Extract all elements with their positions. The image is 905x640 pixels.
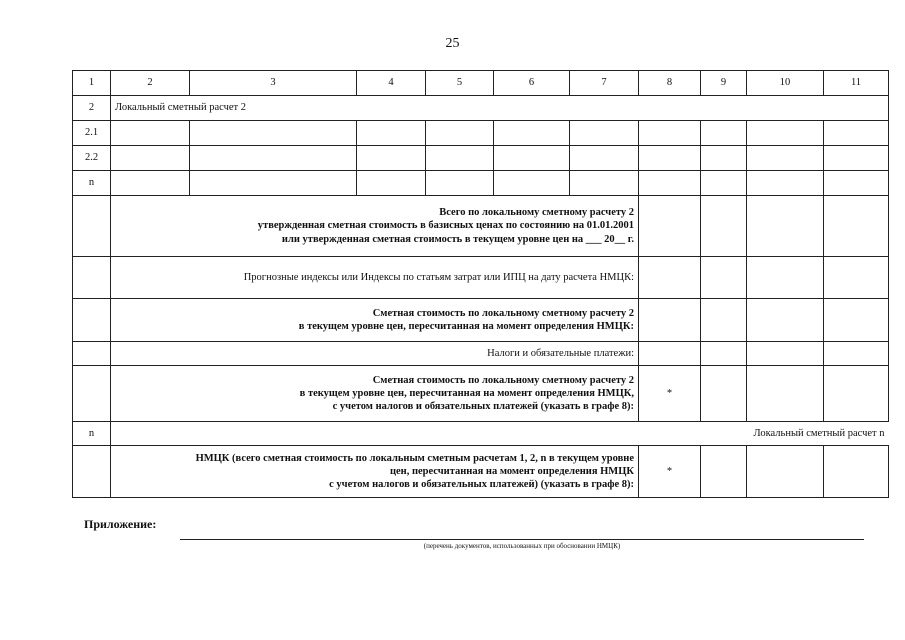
indices-row — [73, 257, 889, 299]
header-cell: 7 — [570, 71, 639, 96]
header-cell: 4 — [357, 71, 426, 96]
indices-label: Прогнозные индексы или Индексы по статьям затрат или ИПЦ на дату расчета НМЦК: — [111, 257, 639, 299]
section-number: 2 — [73, 96, 111, 121]
local-n-row — [73, 422, 889, 446]
total-label: Всего по локальному сметному расчету 2 утвержденная сметная стоимость в базисных ценах по состоянию на 01.01.2001 или утвержденная сметная стоимость в текущем уровне цен на ___ 20__ г. — [111, 196, 639, 257]
appendix-note: (перечень документов, использованных при обосновании НМЦК) — [423, 542, 621, 550]
header-cell: 5 — [426, 71, 494, 96]
section-title: Локальный сметный расчет 2 — [111, 96, 889, 121]
table-row — [73, 146, 889, 171]
estimate-table — [72, 70, 889, 498]
recalc-row — [73, 299, 889, 342]
page-number: 25 — [445, 36, 460, 51]
appendix-underline — [180, 539, 864, 540]
header-cell: 6 — [494, 71, 570, 96]
local-n-title: Локальный сметный расчет n — [111, 422, 889, 446]
section-row — [73, 96, 889, 121]
header-cell: 3 — [190, 71, 357, 96]
header-cell: 1 — [73, 71, 111, 96]
row-number: 2.2 — [73, 146, 111, 171]
header-cell: 11 — [824, 71, 889, 96]
nmck-row — [73, 446, 889, 498]
table-row — [73, 171, 889, 196]
nmck-label: НМЦК (всего сметная стоимость по локальным сметным расчетам 1, 2, n в текущем уровне цен, пересчитанная на момент определения НМЦК с учетом налогов и обязательных платежей) (указать в графе 8): — [111, 446, 639, 498]
asterisk-mark: * — [639, 446, 701, 498]
header-cell: 9 — [701, 71, 747, 96]
table-row — [73, 121, 889, 146]
header-cell: 10 — [747, 71, 824, 96]
header-cell: 2 — [111, 71, 190, 96]
row-number: n — [73, 171, 111, 196]
appendix-label: Приложение: — [84, 517, 157, 531]
header-row — [73, 71, 889, 96]
header-cell: 8 — [639, 71, 701, 96]
total-row — [73, 196, 889, 257]
taxes-row — [73, 342, 889, 366]
recalc-label: Сметная стоимость по локальному сметному расчету 2 в текущем уровне цен, пересчитанная на момент определения НМЦК: — [111, 299, 639, 342]
with-tax-label: Сметная стоимость по локальному сметному расчету 2 в текущем уровне цен, пересчитанная на момент определения НМЦК, с учетом налогов и обязательных платежей (указать в графе 8): — [111, 366, 639, 422]
row-number: n — [73, 422, 111, 446]
asterisk-mark: * — [639, 366, 701, 422]
row-number: 2.1 — [73, 121, 111, 146]
with-tax-row — [73, 366, 889, 422]
taxes-label: Налоги и обязательные платежи: — [111, 342, 639, 366]
